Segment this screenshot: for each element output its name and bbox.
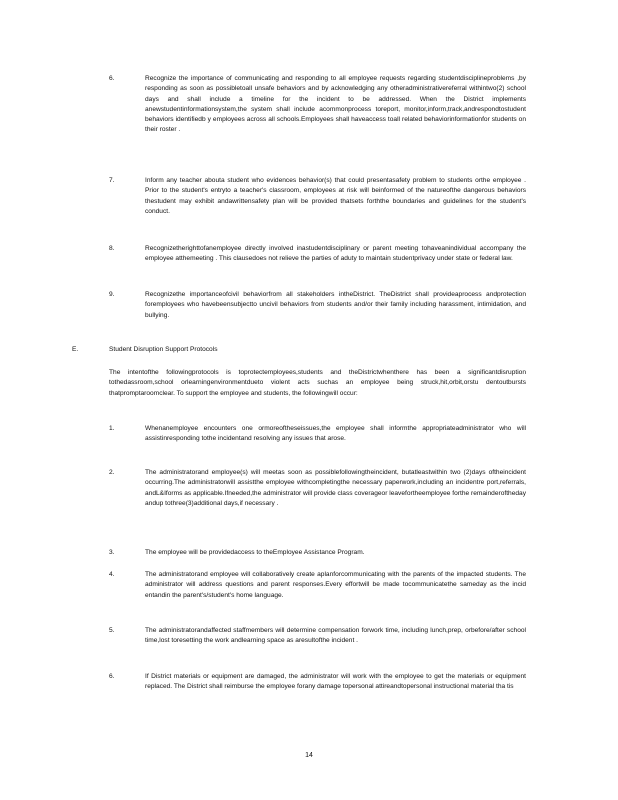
item-number: 3. (109, 549, 115, 556)
item-number: 9. (109, 291, 115, 298)
item-text: Recognize the importance of communicating and responding to all employee requests regarding studentdisciplineproblems ,by responding as soon as possibletoall unsafe behaviors and by acknowledging any otheradministrativereferral withintwo(2) school days and shall include a timeline for the incident to be addressed. When the District implements anewstudentinformationsystem,the system shall include acommonprocess toreport, monitor,inform,track,andrespondtostudent behaviors identifiedb y employees across all schools.Employees shall haveaccess toall related behaviorinformationfor students on their roster . (145, 75, 526, 134)
item-text: Whenanemployee encounters one ormoreoftheseissues,the employee shall informthe appropriateadministrator who will assistinresponding tothe incidentand resolving any issues that arose. (145, 425, 526, 443)
item-text: If District materials or equipment are damaged, the administrator will work with the employee to get the materials or equipment replaced. The District shall reimburse the employee forany damage topersonal attireandtopersonal instructional material tha tis (145, 673, 526, 691)
item-number: 8. (109, 245, 115, 252)
item-number: 4. (109, 571, 115, 578)
item-number: 7. (109, 177, 115, 184)
item-text: Recognizetherighttofanemployee directly involved inastudentdisciplinary or parent meeting tohaveanindividual accompany the employee atthemeeting . This clausedoes not relieve the parties of aduty to maintain studentprivacy under state or federal law. (145, 245, 526, 263)
section-letter: E. (72, 346, 79, 353)
page-number: 14 (305, 752, 313, 759)
item-number: 6. (109, 75, 115, 82)
item-number: 1. (109, 425, 115, 432)
item-text: Recognizethe importanceofcivil behaviorfrom all stakeholders intheDistrict. TheDistrict shall provideaprocess andprotection foremployees who havebeensubjectto uncivil behaviors from students and/or their family including harassment, intimidation, and bullying. (145, 291, 526, 319)
section-intro: The intentofthe followingprotocols is toprotectemployees,students and theDistrictwhenthere has been a significantdisruption tothedassroom,school orlearningenvironmentdueto violent acts suchas an employee being struck,hit,orbit,orstu dentoutbursts thatpromptaroomclear. To support the employee and students, the followingwill occur: (109, 369, 526, 397)
item-text: The administratorand employee(s) will meetas soon as possiblefollowingtheincident, butatleastwithin two (2)days oftheincident occurring.The administratorwill assistthe employee withcompletingthe necessary paperwork,including an incidentre port,referrals, andL&Iforms as applicable.Ifneeded,the administrator will provide class coverageor leavefortheemployee forthe remainderoftheday andup tothree(3)additional days,if necessary . (145, 469, 526, 507)
item-text: The administratorandaffected staffmembers will determine compensation forwork time, including lunch,prep, orbefore/after school time,lost toresetting the work andlearning space as aresultofthe incident . (145, 627, 526, 645)
item-text: The administratorand employee will collaboratively create aplanforcommunicating with the parents of the impacted students. The administrator will address questions and parent responses.Every effortwill be made tocommunicatethe sameday as the incid entandin the parent's/student's home language. (145, 571, 526, 599)
section-title: Student Disruption Support Protocols (109, 346, 218, 353)
item-text: Inform any teacher abouta student who evidences behavior(s) that could presentasafety problem to students orthe employee . Prior to the student's entryto a teacher's classroom, employees at risk will beinformed of the natureofthe dangerous behaviors thestudent may exhibit andawrittensafety plan will be provided thatsets forththe boundaries and guidelines for the student's conduct. (145, 177, 526, 215)
item-number: 5. (109, 627, 115, 634)
item-text: The employee will be providedaccess to theEmployee Assistance Program. (145, 549, 365, 556)
item-number: 2. (109, 469, 115, 476)
item-number: 6. (109, 673, 115, 680)
section-heading (72, 346, 218, 353)
